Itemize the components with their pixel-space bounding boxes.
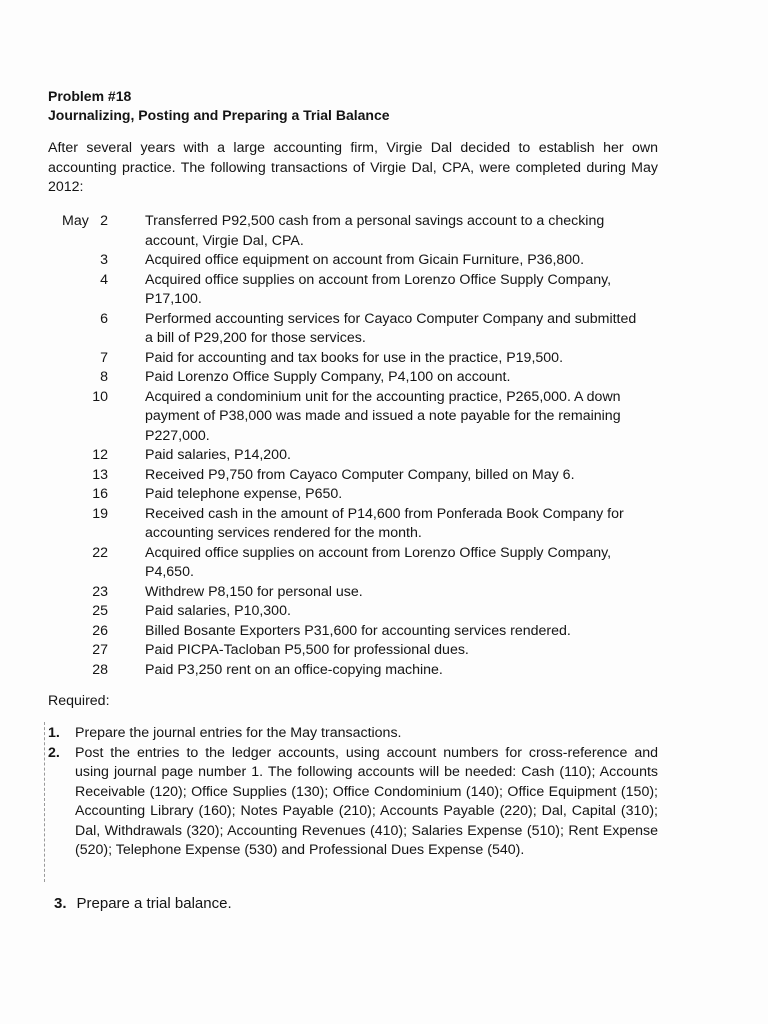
transaction-day: 7 (100, 349, 108, 366)
transaction-description: Acquired office supplies on account from Lorenzo Office Supply Company, P17,100. (145, 271, 612, 307)
transaction-row (0, 544, 768, 583)
transaction-list (0, 212, 768, 680)
required-item-text: Post the entries to the ledger accounts, using account numbers for cross-reference and using journal page number 1. The following accounts will be needed: Cash (110); Accounts Receivable (120); Office Supplies (130); Office Condominium (140); Office Equipment (150); Accounting Library (160); Notes Payable (210); Accounts Payable (220); Dal, Capital (310); Dal, Withdrawals (320); Accounting Revenues (410); Salaries Expense (510); Rent Expense (520); Telephone Expense (530) and Professional Dues Expense (540). (75, 744, 658, 858)
required-item-text: Prepare the journal entries for the May transactions. (75, 725, 402, 741)
required-item-text: Prepare a trial balance. (76, 895, 232, 912)
transaction-row (0, 583, 768, 603)
transaction-description: Paid for accounting and tax books for use in the practice, P19,500. (145, 349, 564, 366)
transaction-day: 27 (92, 642, 108, 658)
transaction-description: Received cash in the amount of P14,600 from Ponferada Book Company for accounting services rendered for the month. (145, 505, 624, 541)
transaction-row (0, 446, 768, 466)
transaction-description: Acquired office equipment on account from Gicain Furniture, P36,800. (145, 252, 585, 268)
transaction-row (0, 368, 768, 388)
transaction-day: 12 (92, 447, 108, 463)
transaction-description: Performed accounting services for Cayaco Computer Company and submitted a bill of P29,200 for those services. (145, 310, 637, 346)
transaction-day: 22 (92, 544, 108, 561)
transaction-day: 16 (92, 486, 108, 502)
transaction-day: 2 (100, 213, 108, 229)
transaction-day: 23 (92, 583, 108, 600)
required-item-number: 1. (48, 725, 60, 741)
transaction-row (0, 485, 768, 505)
transaction-description: Paid PICPA-Tacloban P5,500 for professional dues. (145, 642, 469, 658)
transaction-description: Transferred P92,500 cash from a personal savings account to a checking account, Virgie Dal, CPA. (145, 213, 605, 249)
transaction-row (0, 505, 768, 544)
required-list (48, 724, 658, 861)
transaction-day: 19 (92, 505, 108, 522)
transaction-description: Acquired a condominium unit for the accounting practice, P265,000. A down payment of P38,000 was made and issued a note payable for the remaining P227,000. (145, 388, 621, 444)
transaction-day: 10 (92, 388, 108, 405)
required-item-2 (48, 744, 658, 861)
transaction-description: Withdrew P8,150 for personal use. (145, 583, 363, 600)
transaction-row (0, 602, 768, 622)
transaction-row (0, 310, 768, 349)
required-item-3 (54, 894, 232, 914)
margin-mark (44, 722, 46, 882)
required-item-1 (48, 724, 658, 744)
transaction-row (0, 349, 768, 369)
transaction-row (0, 271, 768, 310)
transaction-day: 28 (92, 661, 108, 678)
transaction-row (0, 466, 768, 486)
transaction-row (0, 388, 768, 447)
transaction-day: 26 (92, 622, 108, 639)
transaction-month: May (62, 213, 89, 229)
transaction-description: Paid P3,250 rent on an office-copying machine. (145, 661, 443, 678)
transaction-day: 3 (100, 252, 108, 268)
transaction-day: 6 (100, 310, 108, 327)
transaction-description: Paid Lorenzo Office Supply Company, P4,100 on account. (145, 369, 511, 385)
transaction-day: 4 (100, 271, 108, 288)
problem-title: Journalizing, Posting and Preparing a Trial Balance (48, 107, 390, 123)
transaction-day: 8 (100, 369, 108, 385)
transaction-row (0, 622, 768, 642)
transaction-description: Acquired office supplies on account from Lorenzo Office Supply Company, P4,650. (145, 544, 612, 580)
required-item-number: 2. (48, 744, 60, 761)
transaction-day: 25 (92, 603, 108, 619)
required-heading: Required: (48, 693, 110, 709)
transaction-row (0, 661, 768, 681)
problem-number: Problem #18 (48, 88, 132, 104)
transaction-description: Received P9,750 from Cayaco Computer Company, billed on May 6. (145, 466, 575, 483)
transaction-description: Paid salaries, P14,200. (145, 447, 291, 463)
transaction-day: 13 (92, 466, 108, 483)
transaction-row (0, 251, 768, 271)
transaction-row (0, 641, 768, 661)
transaction-description: Paid telephone expense, P650. (145, 486, 343, 502)
transaction-description: Billed Bosante Exporters P31,600 for accounting services rendered. (145, 622, 571, 639)
required-item-number: 3. (54, 895, 67, 912)
transaction-description: Paid salaries, P10,300. (145, 603, 291, 619)
intro-paragraph: After several years with a large accounting firm, Virgie Dal decided to establish her own accounting practice. The following transactions of Virgie Dal, CPA, were completed during May 2012: (48, 140, 658, 195)
transaction-row (0, 212, 768, 251)
